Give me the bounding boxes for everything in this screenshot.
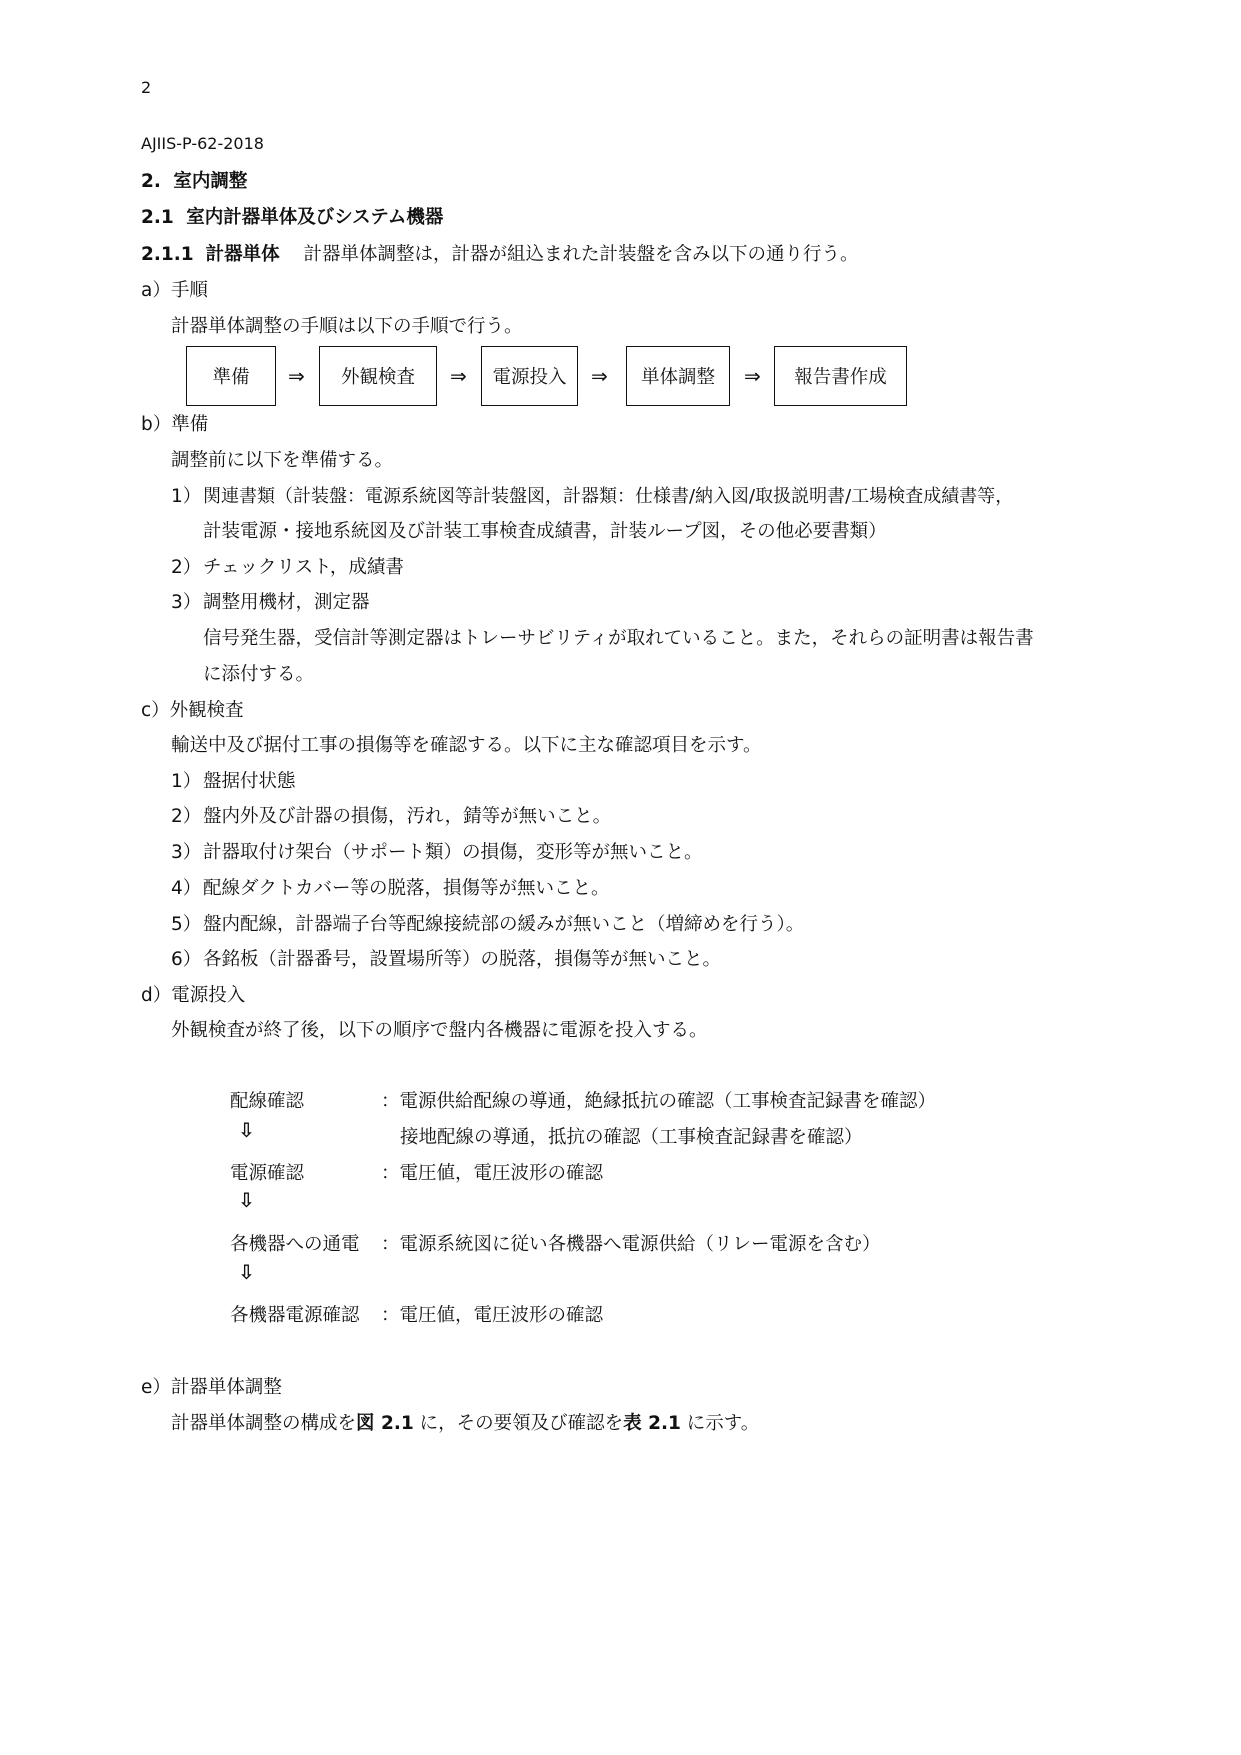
list-item-number: 1）: [171, 771, 202, 792]
list-item-text: 配線ダクトカバー等の脱落，損傷等が無いこと。: [203, 878, 610, 899]
sequence-step-label: 電源確認: [230, 1163, 305, 1184]
flow-arrow: ⇒: [288, 364, 305, 388]
item-e-heading: e）計器単体調整: [141, 1377, 282, 1398]
list-item-number: 3）: [171, 592, 202, 613]
sequence-step-desc: ：電源供給配線の導通，絶縁抵抗の確認（工事検査記録書を確認）: [381, 1091, 937, 1112]
sequence-step-desc: 接地配線の導通，抵抗の確認（工事検査記録書を確認）: [400, 1127, 863, 1148]
clause-heading: [141, 246, 859, 265]
list-item-text: 信号発生器，受信計等測定器はトレーサビリティが取れていること。また，それらの証明書は報告書: [203, 628, 1034, 649]
list-item-text: チェックリスト，成績書: [203, 557, 404, 578]
list-item-text: 盤内外及び計器の損傷，汚れ，錆等が無いこと。: [203, 806, 612, 827]
item-c-intro: 輸送中及び据付工事の損傷等を確認する。以下に主な確認項目を示す。: [171, 735, 762, 756]
item-d-heading: d）電源投入: [141, 985, 246, 1006]
list-item-text: 調整用機材，測定器: [203, 592, 370, 613]
list-item-text: 各銘板（計器番号，設置場所等）の脱落，損傷等が無いこと。: [203, 949, 722, 970]
item-b-heading: b）準備: [141, 414, 209, 435]
flow-arrow: ⇒: [744, 364, 761, 388]
flow-step-visual-inspection: 外観検査: [319, 346, 437, 406]
list-item-number: 1）: [171, 486, 202, 507]
document-id: AJIIS-P-62-2018: [141, 134, 264, 153]
clause-number: 2.1.1: [141, 244, 194, 265]
section-number: 2.: [141, 171, 161, 192]
section-title: 室内調整: [173, 171, 248, 192]
flow-step-unit-adjustment: 単体調整: [626, 346, 730, 406]
list-item-text: 計装電源・接地系統図及び計装工事検査成績書，計装ループ図，その他必要書類）: [203, 521, 887, 542]
sequence-step-label: 各機器への通電: [230, 1234, 360, 1255]
down-arrow-icon: ⇩: [238, 1188, 255, 1212]
subsection-title: 室内計器単体及びシステム機器: [186, 207, 444, 228]
sequence-step-label: 各機器電源確認: [230, 1305, 360, 1326]
sequence-step-label: 配線確認: [230, 1091, 305, 1112]
flow-step-power-on: 電源投入: [481, 346, 578, 406]
page-number: 2: [141, 78, 152, 97]
list-item-text: 関連書類（計装盤：電源系統図等計装盤図，計器類：仕様書/納入図/取扱説明書/工場検査成績書等，: [203, 486, 1014, 507]
subsection-heading: [141, 209, 443, 228]
list-item-number: 6）: [171, 949, 202, 970]
list-item-text: に添付する。: [203, 664, 315, 685]
list-item-text: 計器取付け架台（サポート類）の損傷，変形等が無いこと。: [203, 842, 703, 863]
list-item-text: 盤内配線，計器端子台等配線接続部の緩みが無いこと（増締めを行う）。: [203, 914, 805, 935]
figure-reference: 図 2.1: [356, 1413, 414, 1434]
item-c-heading: c）外観検査: [141, 700, 244, 721]
table-reference: 表 2.1: [623, 1413, 681, 1434]
sequence-step-desc: ：電源系統図に従い各機器へ電源供給（リレー電源を含む）: [381, 1234, 881, 1255]
flow-step-report: 報告書作成: [774, 346, 907, 406]
clause-text: 計器単体調整は，計器が組込まれた計装盤を含み以下の通り行う。: [303, 244, 859, 265]
flow-step-preparation: 準備: [186, 346, 276, 406]
list-item-number: 2）: [171, 806, 202, 827]
list-item-number: 2）: [171, 557, 202, 578]
down-arrow-icon: ⇩: [238, 1260, 255, 1284]
item-e-text-a: 計器単体調整の構成を: [171, 1413, 357, 1434]
list-item-number: 5）: [171, 914, 202, 935]
item-b-intro: 調整前に以下を準備する。: [171, 450, 394, 471]
flow-arrow: ⇒: [591, 364, 608, 388]
clause-title: 計器単体: [205, 244, 280, 265]
item-a-heading: a）手順: [141, 280, 208, 301]
sequence-step-desc: ：電圧値，電圧波形の確認: [381, 1305, 604, 1326]
subsection-number: 2.1: [141, 207, 174, 228]
flow-arrow: ⇒: [450, 364, 467, 388]
section-heading: [141, 173, 247, 192]
item-e-text: [171, 1415, 759, 1434]
list-item-number: 4）: [171, 878, 202, 899]
list-item-number: 3）: [171, 842, 202, 863]
item-e-text-b: に，その要領及び確認を: [413, 1413, 624, 1434]
down-arrow-icon: ⇩: [238, 1118, 255, 1142]
item-e-text-c: に示す。: [680, 1413, 760, 1434]
item-a-intro: 計器単体調整の手順は以下の手順で行う。: [171, 316, 523, 337]
list-item-text: 盤据付状態: [203, 771, 296, 792]
item-d-intro: 外観検査が終了後，以下の順序で盤内各機器に電源を投入する。: [171, 1020, 708, 1041]
sequence-step-desc: ：電圧値，電圧波形の確認: [381, 1163, 604, 1184]
